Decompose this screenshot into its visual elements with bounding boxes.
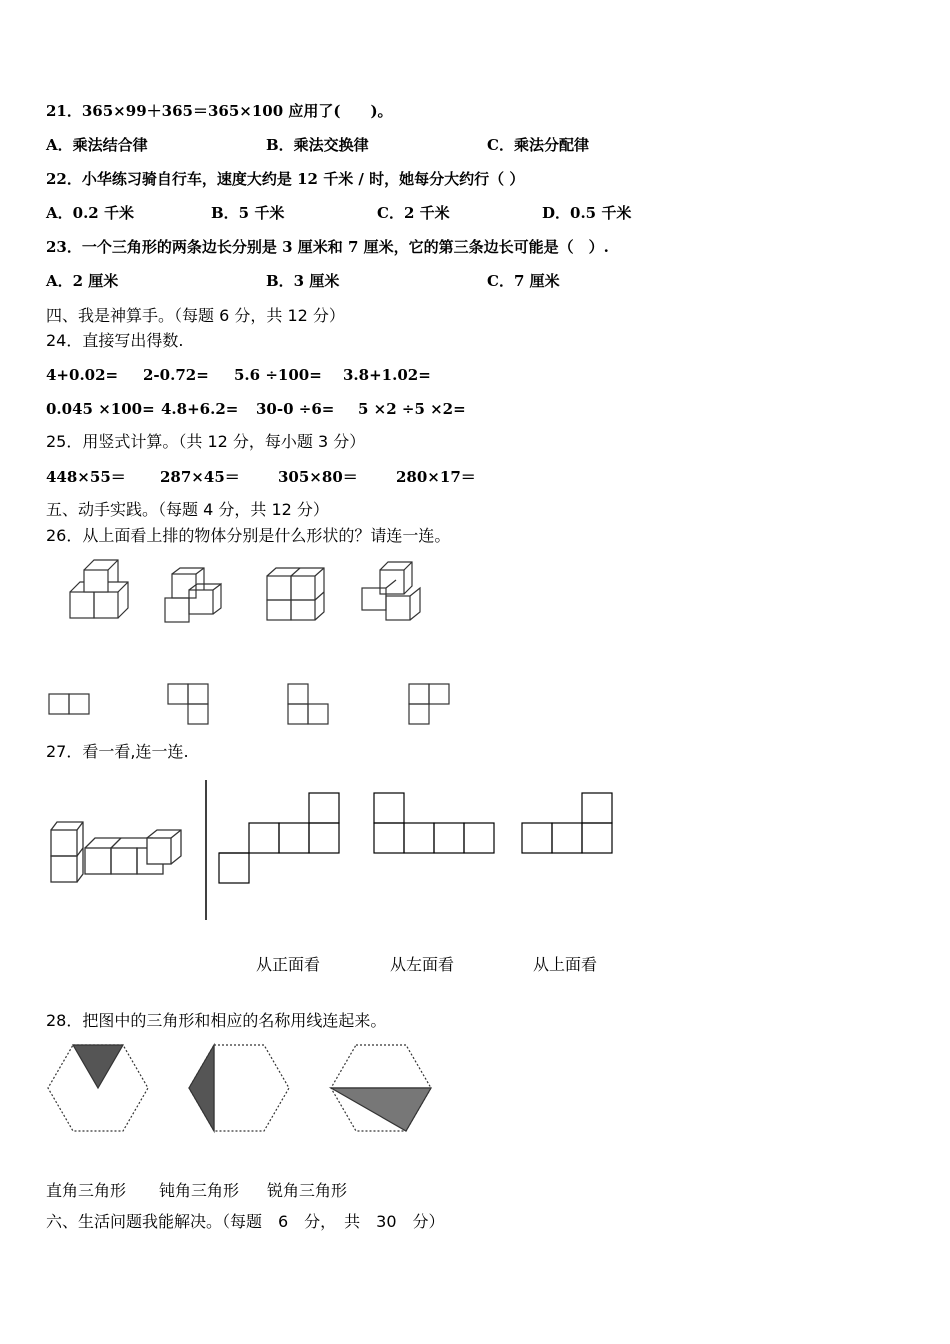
q28-hexagon-3 bbox=[331, 1045, 431, 1131]
q27-solid bbox=[51, 822, 181, 882]
q28-hexagon-2 bbox=[189, 1045, 289, 1131]
q26-cube-group-2 bbox=[165, 568, 221, 622]
q24-stem: 24．直接写出得数. bbox=[46, 331, 184, 350]
q25-stem: 25．用竖式计算。（共 12 分，每小题 3 分） bbox=[46, 432, 366, 451]
q27-caption-top: 从上面看 bbox=[533, 955, 598, 974]
q27-view-2 bbox=[374, 793, 494, 853]
q25-item: 305×80＝ bbox=[278, 468, 358, 486]
q26-cube-group-3 bbox=[267, 568, 324, 620]
q21-option-a: A．乘法结合律 bbox=[46, 136, 148, 154]
q28-hexagon-1 bbox=[48, 1045, 148, 1131]
q22-option-c: C．2 千米 bbox=[377, 204, 450, 222]
q28-name-obtuse: 钝角三角形 bbox=[159, 1181, 240, 1200]
q25-item: 287×45＝ bbox=[160, 468, 240, 486]
q28-name-acute: 锐角三角形 bbox=[267, 1181, 348, 1200]
q26-cube-group-1 bbox=[70, 560, 128, 618]
q28-stem: 28．把图中的三角形和相应的名称用线连起来。 bbox=[46, 1011, 387, 1030]
q22-option-d: D．0.5 千米 bbox=[542, 204, 632, 222]
q27-view-1 bbox=[219, 793, 339, 883]
q24-item: 5.6 ÷100= bbox=[234, 366, 322, 384]
q26-top-view-4 bbox=[409, 684, 449, 724]
q26-stem: 26．从上面看上排的物体分别是什么形状的？请连一连。 bbox=[46, 526, 451, 545]
q21-option-b: B．乘法交换律 bbox=[266, 136, 369, 154]
q22-option-b: B．5 千米 bbox=[211, 204, 285, 222]
q21-option-c: C．乘法分配律 bbox=[487, 136, 589, 154]
q21-stem: 21．365×99＋365＝365×100 应用了( )。 bbox=[46, 102, 393, 120]
q22-option-a: A．0.2 千米 bbox=[46, 204, 134, 222]
q24-item: 5 ×2 ÷5 ×2= bbox=[358, 400, 466, 418]
q26-cube-group-4 bbox=[362, 562, 420, 620]
q26-top-view-1 bbox=[49, 694, 89, 714]
q24-item: 4.8+6.2= bbox=[161, 400, 239, 418]
q24-item: 0.045 ×100= bbox=[46, 400, 155, 418]
q23-option-a: A．2 厘米 bbox=[46, 272, 119, 290]
q22-stem: 22．小华练习骑自行车，速度大约是 12 千米 / 时，她每分大约行（ ） bbox=[46, 170, 525, 188]
q28-name-right: 直角三角形 bbox=[46, 1181, 127, 1200]
q26-top-view-3 bbox=[288, 684, 328, 724]
q23-stem: 23．一个三角形的两条边长分别是 3 厘米和 7 厘米，它的第三条边长可能是（ ）. bbox=[46, 238, 609, 256]
q25-item: 448×55＝ bbox=[46, 468, 126, 486]
q23-option-c: C．7 厘米 bbox=[487, 272, 560, 290]
q27-stem: 27．看一看,连一连. bbox=[46, 742, 189, 761]
q24-item: 30-0 ÷6= bbox=[256, 400, 335, 418]
q27-view-3 bbox=[522, 793, 612, 853]
q24-item: 3.8+1.02= bbox=[343, 366, 431, 384]
q24-item: 4+0.02= bbox=[46, 366, 119, 384]
q25-item: 280×17＝ bbox=[396, 468, 476, 486]
q27-caption-left: 从左面看 bbox=[390, 955, 455, 974]
section4-title: 四、我是神算手。（每题 6 分，共 12 分） bbox=[46, 306, 345, 325]
q26-top-view-2 bbox=[168, 684, 208, 724]
q23-option-b: B．3 厘米 bbox=[266, 272, 340, 290]
q24-item: 2-0.72= bbox=[143, 366, 209, 384]
section6-title: 六、生活问题我能解决。（每题 6 分， 共 30 分） bbox=[46, 1212, 445, 1231]
section5-title: 五、动手实践。（每题 4 分，共 12 分） bbox=[46, 500, 329, 519]
q27-caption-front: 从正面看 bbox=[256, 955, 321, 974]
